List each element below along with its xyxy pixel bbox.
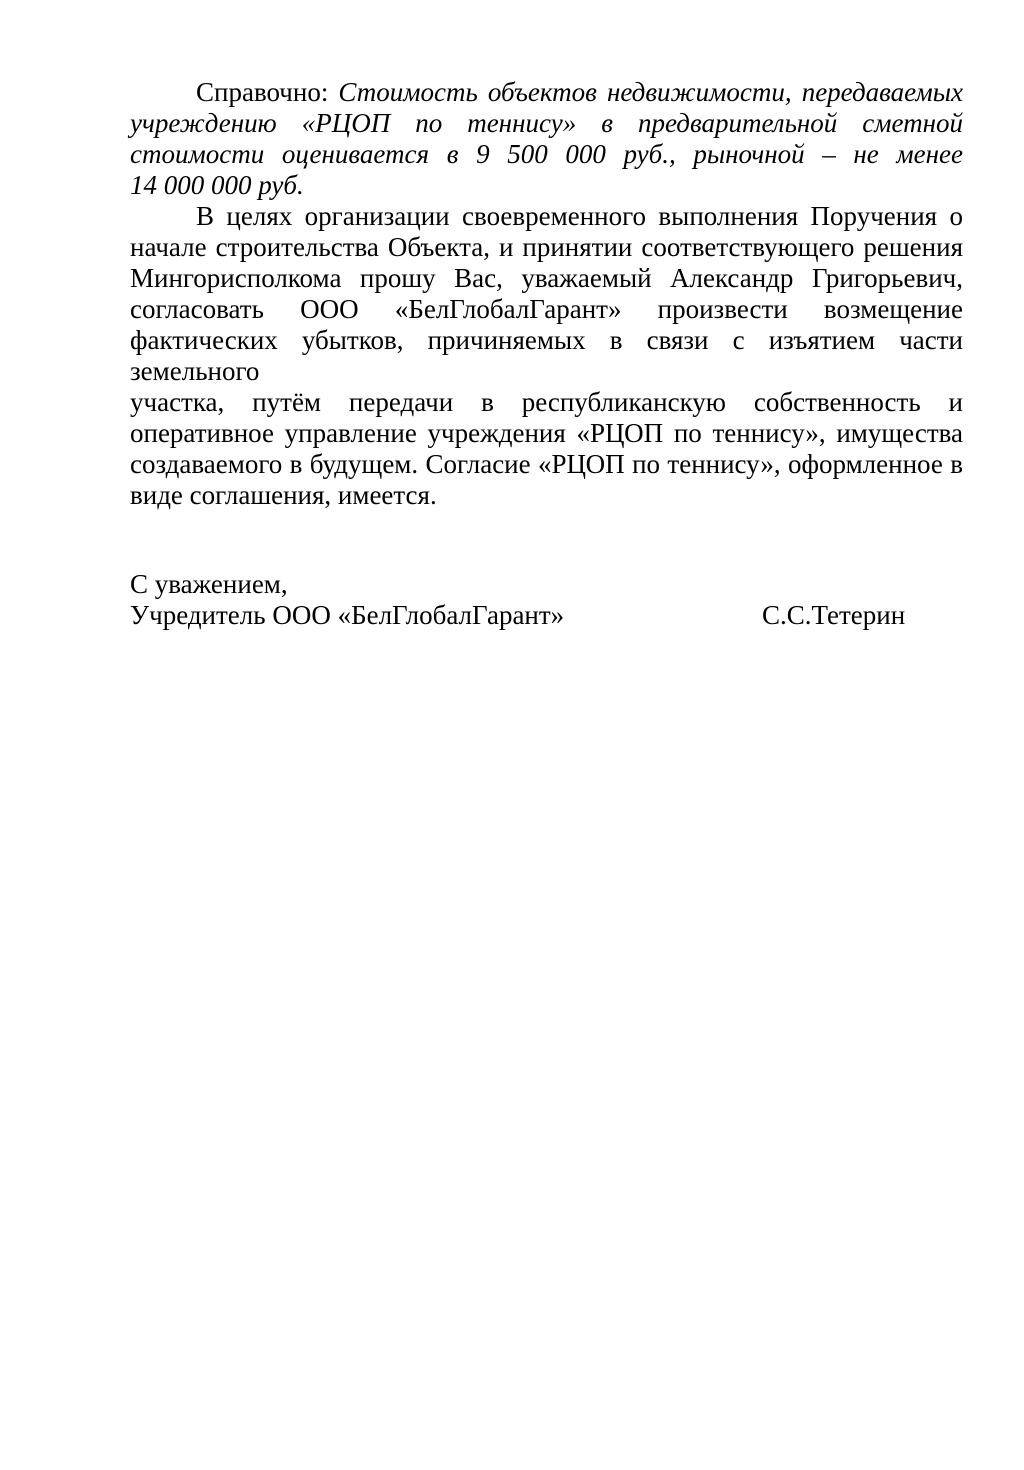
para1-line-4: 14 000 000 руб. [130,170,304,200]
signature-row [130,600,963,631]
para1-line-1-italic-text: Стоимость объектов недвижимости, передаваемых [338,77,963,107]
para2-line-7: оперативное управление учреждения «РЦОП по теннису», имущества [130,418,963,448]
para2-line-4: согласовать ООО «БелГлобалГарант» произвести возмещение [130,294,963,324]
signer-name: С.С.Тетерин [762,600,906,630]
para2-line-5: фактических убытков, причиняемых в связи с изъятием части земельного [130,325,963,386]
para2-line-6: участка, путём передачи в республиканскую собственность и [130,387,963,417]
reference-label: Справочно: [196,77,329,107]
para2-line-9: виде соглашения, имеется. [130,480,437,510]
letter-body [130,77,963,631]
para2-line-8: создаваемого в будущем. Согласие «РЦОП по теннису», оформленное в [130,449,963,479]
paragraph-request [130,201,963,511]
para1-line-2: учреждению «РЦОП по теннису» в предварительной сметной [130,108,963,138]
para2-line-1: В целях организации своевременного выполнения Поручения о [196,201,963,231]
paragraph-reference [130,77,963,201]
para1-line-1 [130,77,963,108]
para2-line-3: Мингорисполкома прошу Вас, уважаемый Александр Григорьевич, [130,263,963,293]
closing-salutation: С уважением, [130,569,288,599]
para1-line-3: стоимости оценивается в 9 500 000 руб., рыночной – не менее [130,139,963,169]
signature-block [130,569,963,631]
signer-title: Учредитель ООО «БелГлобалГарант» [130,600,565,630]
para2-line-2: начале строительства Объекта, и принятии соответствующего решения [130,232,963,262]
